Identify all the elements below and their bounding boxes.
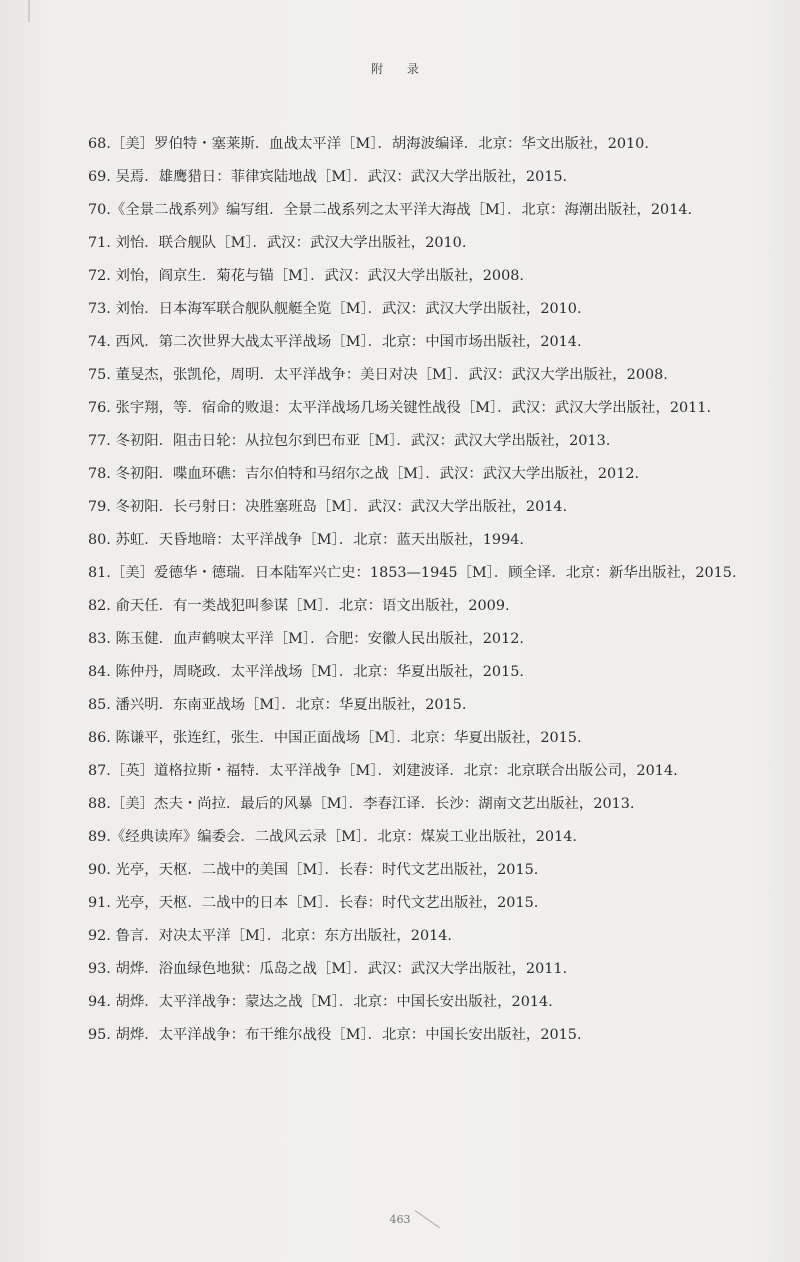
reference-item: 69. 吴焉．雄鹰猎日：菲律宾陆地战［M］．武汉：武汉大学出版社，2015. [88,169,568,185]
reference-list [50,128,750,1052]
reference-item: 91. 光亭，天枢．二战中的日本［M］．长春：时代文艺出版社，2015. [88,895,539,911]
running-head: 附 录 [371,62,429,76]
reference-item: 81.［美］爱德华・德瑞．日本陆军兴亡史：1853—1945［M］．顾全译．北京：新华出版社，2015. [88,565,737,581]
reference-item: 83. 陈玉健．血声鹤唳太平洋［M］．合肥：安徽人民出版社，2012. [88,631,524,647]
reference-item: 71. 刘怡．联合舰队［M］．武汉：武汉大学出版社，2010. [88,235,467,251]
reference-item: 93. 胡烨．浴血绿色地狱：瓜岛之战［M］．武汉：武汉大学出版社，2011. [88,961,568,977]
reference-item: 92. 鲁言．对决太平洋［M］．北京：东方出版社，2014. [88,928,453,944]
reference-item: 72. 刘怡，阎京生．菊花与锚［M］．武汉：武汉大学出版社，2008. [88,268,524,284]
reference-item: 74. 西风．第二次世界大战太平洋战场［M］．北京：中国市场出版社，2014. [88,334,582,350]
reference-item: 89.《经典读库》编委会．二战风云录［M］．北京：煤炭工业出版社，2014. [88,829,577,845]
page-number: 463 [389,1213,411,1226]
reference-item: 70.《全景二战系列》编写组．全景二战系列之太平洋大海战［M］．北京：海潮出版社，2014. [88,202,693,218]
reference-item: 95. 胡烨．太平洋战争：布干维尔战役［M］．北京：中国长安出版社，2015. [88,1027,582,1043]
reference-item: 76. 张宇翔，等．宿命的败退：太平洋战场几场关键性战役［M］．武汉：武汉大学出版社，2011. [88,400,712,416]
reference-item: 73. 刘怡．日本海军联合舰队舰艇全览［M］．武汉：武汉大学出版社，2010. [88,301,582,317]
reference-item: 90. 光亭，天枢．二战中的美国［M］．长春：时代文艺出版社，2015. [88,862,539,878]
reference-item: 75. 董旻杰，张凯伦，周明．太平洋战争：美日对决［M］．武汉：武汉大学出版社，2008. [88,367,668,383]
reference-item: 68.［美］罗伯特・塞莱斯．血战太平洋［M］．胡海波编译．北京：华文出版社，2010. [88,136,649,152]
reference-item: 87.［英］道格拉斯・福特．太平洋战争［M］．刘建波译．北京：北京联合出版公司，2014. [88,763,678,779]
reference-item: 77. 冬初阳．阻击日轮：从拉包尔到巴布亚［M］．武汉：武汉大学出版社，2013. [88,433,611,449]
reference-item: 88.［美］杰夫・尚拉．最后的风暴［M］．李春江译．长沙：湖南文艺出版社，2013. [88,796,635,812]
reference-item: 82. 俞天任．有一类战犯叫参谋［M］．北京：语文出版社，2009. [88,598,510,614]
reference-item: 78. 冬初阳．喋血环礁：吉尔伯特和马绍尔之战［M］．武汉：武汉大学出版社，2012. [88,466,640,482]
reference-item: 80. 苏虹．天昏地暗：太平洋战争［M］．北京：蓝天出版社，1994. [88,532,524,548]
reference-item: 84. 陈仲丹，周晓政．太平洋战场［M］．北京：华夏出版社，2015. [88,664,524,680]
reference-item: 94. 胡烨．太平洋战争：蒙达之战［M］．北京：中国长安出版社，2014. [88,994,553,1010]
page-edge-mark [28,0,30,22]
reference-item: 86. 陈谦平，张连红，张生．中国正面战场［M］．北京：华夏出版社，2015. [88,730,582,746]
reference-item: 85. 潘兴明．东南亚战场［M］．北京：华夏出版社，2015. [88,697,467,713]
reference-item: 79. 冬初阳．长弓射日：决胜塞班岛［M］．武汉：武汉大学出版社，2014. [88,499,568,515]
